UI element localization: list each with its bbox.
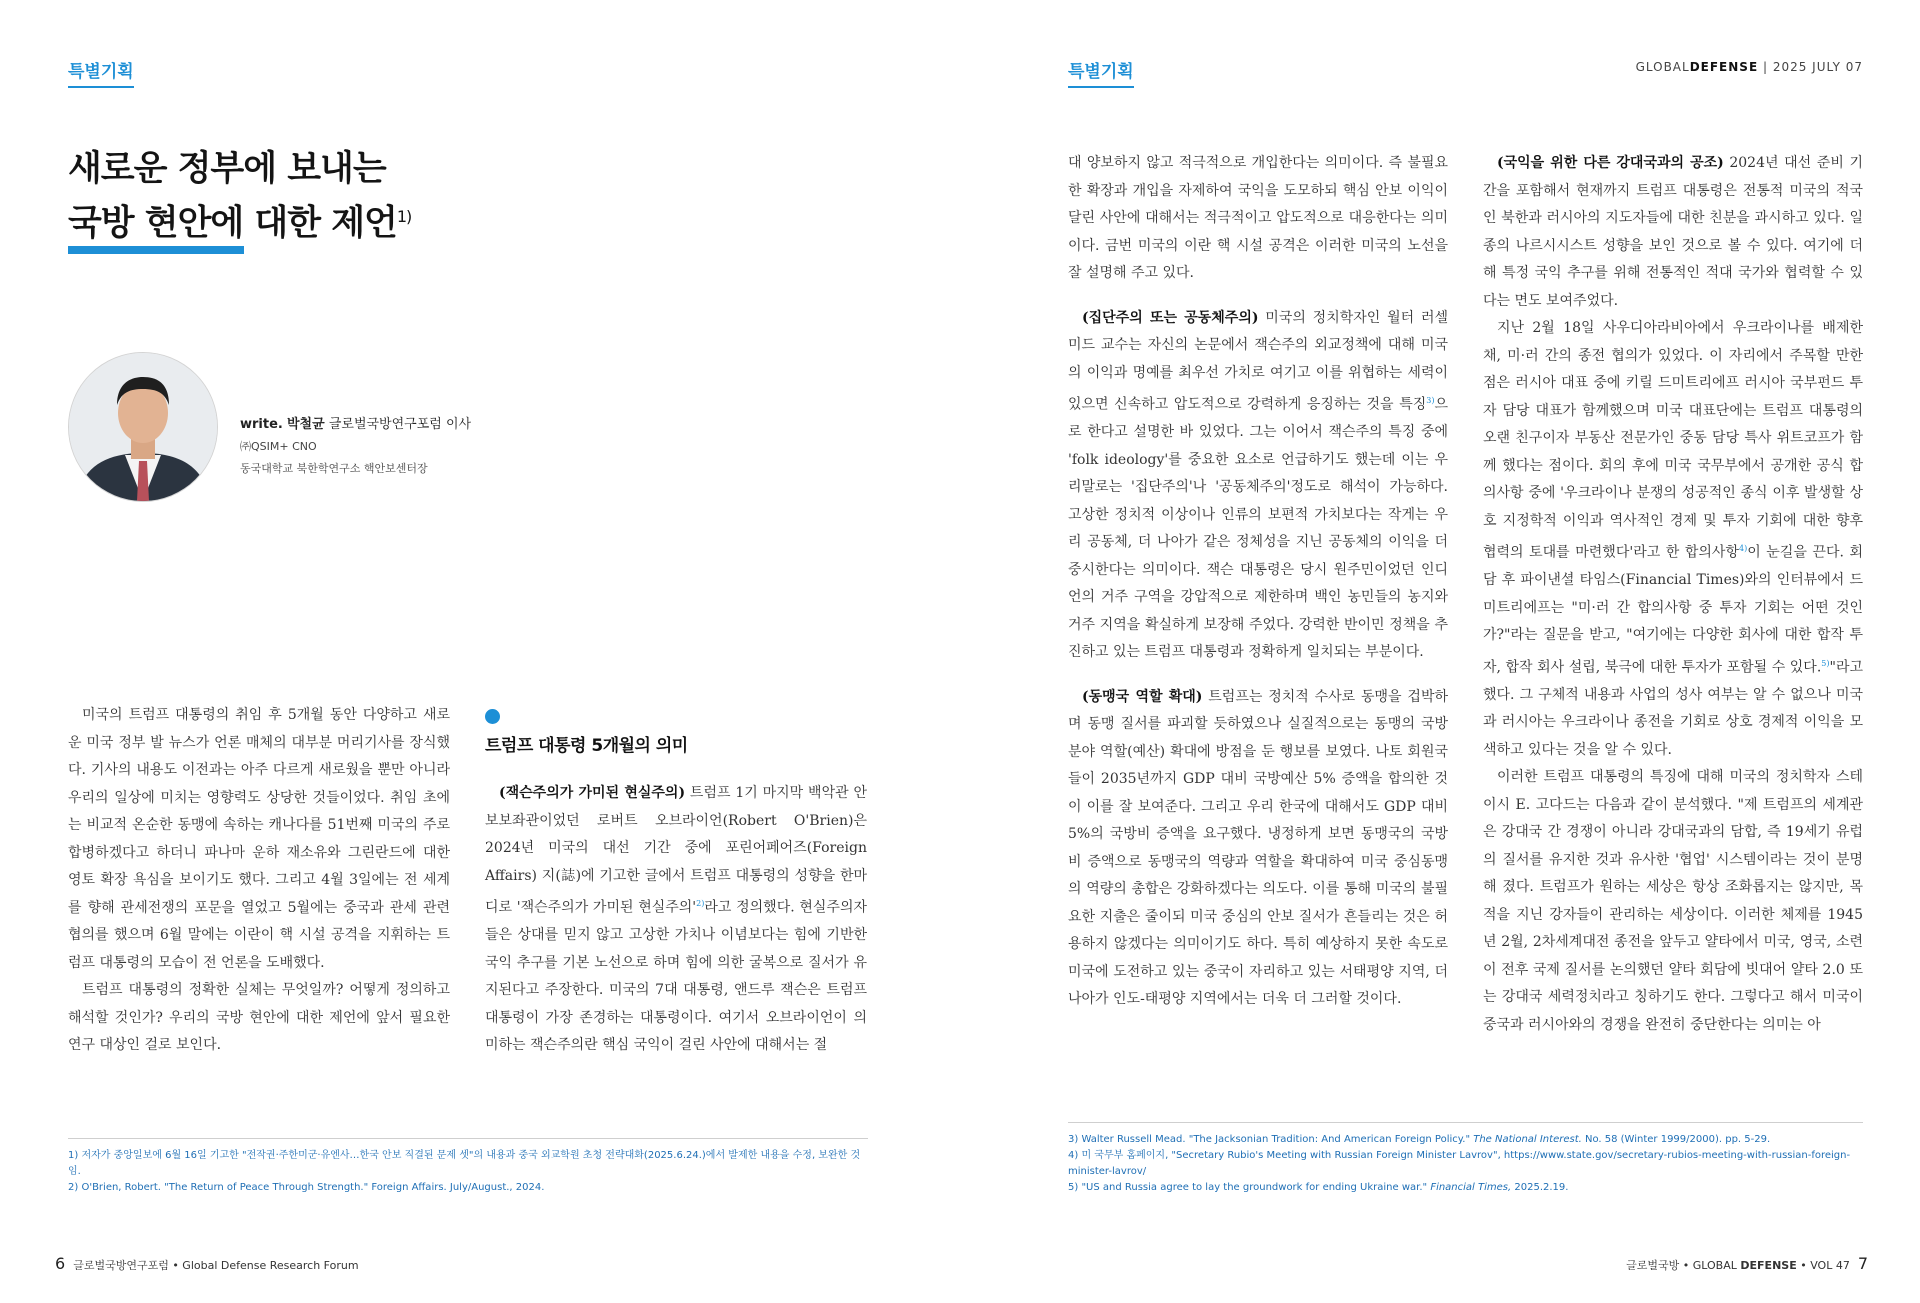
paragraph-text: 라고 정의했다. 현실주의자 들은 상대를 믿지 않고 고상한 가치나 이념보다는 힘에 기반한 국익 추구를 기본 노선으로 하며 힘에 의한 굴복으로 질서가 유지된다고 주장한다. 미국의 7대 대통령, 앤드루 잭슨은 트럼프 대통령이 가장 존경하는 대통령이다. 여기서 오브라이언이 의미하는 잭슨주의란 핵심 국익이 걸린 사안에 대해서는 절	[485, 899, 867, 1054]
paragraph-text: 2024년 대선 준비 기간을 포함해서 현재까지 트럼프 대통령은 전통적 미국의 적국인 북한과 러시아의 지도자들에 대한 친분을 과시하고 있다. 일종의 나르시시스트 성향을 보인 것으로 볼 수 있다. 여기에 더해 특정 국익 추구를 위해 전통적인 적대 국가와 협력할 수 있다는 면도 보여주었다.	[1483, 155, 1863, 309]
footnote-ref-2[interactable]: 2)	[696, 899, 705, 908]
paragraph-text: 미국의 정치학자인 월터 러셀 미드 교수는 자신의 논문에서 잭슨주의 외교정책에 대해 미국의 이익과 명예를 최우선 가치로 여기고 이를 위협하는 세력이 있으면 신속하고 압도적으로 강력하게 응징하는 것을 특징	[1068, 309, 1448, 413]
page-number-left: 6	[55, 1254, 66, 1273]
footnote-4: 4) 미 국무부 홈페이지, "Secretary Rubio's Meeting with Russian Foreign Minister Lavrov", https://www.state.gov/secretary-rubios-meeting-with-russian-foreign-minister-lavrov/	[1068, 1150, 1851, 1177]
header-brand-light: GLOBAL	[1635, 60, 1690, 74]
title-footnote-ref[interactable]: 1)	[396, 207, 412, 226]
paragraph-text: 트럼프는 정치적 수사로 동맹을 겁박하며 동맹 질서를 파괴할 듯하였으나 실질적으로는 동맹의 국방 분야 역할(예산) 확대에 방점을 둔 행보를 보였다. 나토 회원국들이 2035년까지 GDP 대비 국방예산 5% 증액을 합의한 것이 이를 잘 보여준다. 그리고 우리 한국에 대해서도 GDP 대비 5%의 국방비 증액을 요구했다. 냉정하게 보면 동맹국의 국방비 증액으로 동맹국의 역량과 역할을 확대하여 미국 중심동맹의 역량의 총합은 강화하겠다는 의도다. 이를 통해 미국의 불필요한 지출은 줄이되 미국 중심의 안보 질서가 흔들리는 것은 허용하지 않겠다는 의미이기도 하다. 특히 예상하지 못한 속도로 미국에 도전하고 있는 중국이 자리하고 있는 서태평양 지역, 더 나아가 인도-태평양 지역에서는 더욱 더 그러할 것이다.	[1068, 688, 1448, 1008]
paragraph-text: 트럼프 1기 마지막 백악관 안보보좌관이었던 로버트 오브라이언(Robert O'Brien)은 2024년 미국의 대선 기간 중에 포린어페어즈(Foreign Affairs) 지(誌)에 기고한 글에서 트럼프 대통령의 성향을 한마디로 '잭슨주의가 가미된 현실주의'	[485, 785, 867, 916]
footnote-divider-left	[68, 1138, 868, 1139]
footer-org-d: • VOL 47	[1796, 1259, 1850, 1272]
footnotes-left	[68, 1148, 868, 1196]
footnote-ref-4[interactable]: 4)	[1739, 544, 1748, 553]
footnote-text: 2025.2.19.	[1511, 1182, 1569, 1193]
footnote-text: 3) Walter Russell Mead. "The Jacksonian Tradition: And American Foreign Policy."	[1068, 1134, 1474, 1145]
paragraph-text: 이 눈길을 끈다. 회담 후 파이낸셜 타임스(Financial Times)와의 인터뷰에서 드미트리에프는 "미·러 간 합의사항 중 투자 기회는 어떤 것인가?"라는 질문을 받고, "여기에는 다양한 회사에 대한 합작 투자, 합작 회사 설립, 북극에 대한 투자가 포함될 수 있다.	[1483, 544, 1864, 676]
title-underline-bar	[68, 246, 244, 254]
page-number-right: 7	[1857, 1254, 1868, 1273]
footnote-text: No. 58 (Winter 1999/2000). pp. 5-29.	[1581, 1134, 1771, 1145]
footnote-3	[1068, 1132, 1863, 1148]
body-column-1	[68, 702, 450, 1060]
section-tag-left: 특별기획	[68, 57, 134, 88]
author-info	[240, 414, 471, 480]
paragraph-lead: (국익을 위한 다른 강대국과의 공조)	[1497, 155, 1724, 171]
title-line-1: 새로운 정부에 보내는	[68, 149, 386, 189]
paragraph: 미국의 트럼프 대통령의 취임 후 5개월 동안 다양하고 새로운 미국 정부 발 뉴스가 언론 매체의 대부분 머리기사를 장식했다. 기사의 내용도 이전과는 아주 다르게 새로웠을 뿐만 아니라 우리의 일상에 미치는 영향력도 상당한 것들이었다. 취임 초에는 비교적 온순한 동맹에 속하는 캐나다를 51번째 미국의 주로 합병하겠다고 하더니 파나마 운하 재소유와 그린란드에 대한 영토 확장 욕심을 보이기도 했다. 그리고 4월 3일에는 전 세계를 향해 관세전쟁의 포문을 열었고 5월에는 중국과 관세 관련 협의를 했으며 6월 말에는 이란이 핵 시설 공격을 지휘하는 트럼프 대통령의 모습이 전 언론을 도배했다.	[68, 707, 450, 971]
paragraph: 이러한 트럼프 대통령의 특징에 대해 미국의 정치학자 스테이시 E. 고다드는 다음과 같이 분석했다. "제 트럼프의 세계관은 강대국 간 경쟁이 아니라 강대국과의 담합, 즉 19세기 유럽의 질서를 유지한 것과 유사한 '협업' 시스템이라는 것이 분명해 졌다. 트럼프가 원하는 세상은 항상 조화롭지는 않지만, 목적을 지닌 강자들이 관리하는 세상이다. 이러한 체제를 1945년 2월, 2차세계대전 종전을 앞두고 얄타에서 미국, 영국, 소련이 전후 국제 질서를 논의했던 얄타 회담에 빗대어 얄타 2.0 또는 강대국 세력정치라고 칭하기도 한다. 그렇다고 해서 미국이 중국과 러시아와의 경쟁을 완전히 중단한다는 의미는 아	[1483, 769, 1863, 1033]
header-issue: | 2025 JULY 07	[1758, 60, 1863, 74]
author-name: 박철균	[287, 417, 325, 432]
paragraph: 대 양보하지 않고 적극적으로 개입한다는 의미이다. 즉 불필요한 확장과 개입을 자제하여 국익을 도모하되 핵심 안보 이익이 달린 사안에 대해서는 적극적이고 압도적으로 대응한다는 의미이다. 금번 미국의 이란 핵 시설 공격은 이러한 미국의 노선을 잘 설명해 주고 있다.	[1068, 155, 1448, 281]
paragraph-lead: (잭슨주의가 가미된 현실주의)	[499, 785, 686, 801]
footer-left	[55, 1254, 359, 1273]
footer-org-a: 글로벌국방	[1626, 1259, 1680, 1272]
header-brand-bold: DEFENSE	[1689, 60, 1759, 74]
body-column-2	[485, 780, 867, 1060]
paragraph	[1483, 150, 1863, 315]
magazine-header	[1636, 60, 1863, 74]
footnote-ref-5[interactable]: 5)	[1821, 658, 1830, 668]
paragraph-text: 지난 2월 18일 사우디아라비아에서 우크라이나를 배제한 채, 미·러 간의 종전 협의가 있었다. 이 자리에서 주목할 만한 점은 러시아 대표 중에 키릴 드미트리에프 러시아 국부펀드 투자 담당 대표가 함께했으며 미국 대표단에는 트럼프 대통령의 오랜 친구이자 부동산 전문가인 중동 담당 특사 위트코프가 함께 했다는 점이다. 회의 후에 미국 국무부에서 공개한 공식 합의사항 중에 '우크라이나 분쟁의 성공적인 종식 이후 발생할 상호 지정학적 이익과 역사적인 경제 및 투자 기회에 대한 향후 협력의 토대를 마련했다'라고 한 합의사항	[1483, 320, 1863, 561]
paragraph	[485, 780, 867, 1060]
footer-right	[1626, 1254, 1868, 1273]
article-title	[68, 145, 668, 248]
write-label: write.	[240, 417, 283, 432]
section-tag-right: 특별기획	[1068, 57, 1134, 88]
footnotes-right	[1068, 1132, 1863, 1196]
author-position-2: 동국대학교 북한학연구소 핵안보센터장	[240, 462, 428, 475]
portrait-illustration	[69, 353, 217, 501]
footnote-journal: Financial Times,	[1430, 1182, 1512, 1193]
footnote-text: 5) "US and Russia agree to lay the groundwork for ending Ukraine war."	[1068, 1182, 1431, 1193]
footnote-1: 1) 저자가 중앙일보에 6월 16일 기고한 "전작권·주한미군·유엔사…한국 안보 직결된 문제 셋"의 내용과 중국 외교학원 초청 전략대화(2025.6.24.)에서 발제한 내용을 수정, 보완한 것임.	[68, 1150, 861, 1177]
paragraph	[1068, 305, 1448, 667]
footnote-divider-right	[1068, 1122, 1863, 1123]
paragraph-text: "라고 했다. 그 구체적 내용과 사업의 성사 여부는 알 수 없으나 미국과 러시아는 우크라이나 종전을 기회로 상호 경제적 이익을 모색하고 있다는 것을 알 수 있다.	[1483, 659, 1863, 758]
footnote-5	[1068, 1180, 1863, 1196]
author-position-1: ㈜QSIM+ CNO	[240, 440, 317, 453]
author-byline	[240, 414, 471, 436]
paragraph-lead: (집단주의 또는 공동체주의)	[1082, 309, 1259, 326]
author-affiliation: 글로벌국방연구포럼 이사	[328, 417, 472, 432]
footer-org-b: • GLOBAL	[1679, 1259, 1741, 1272]
footer-org-left: 글로벌국방연구포럼 • Global Defense Research Forum	[73, 1259, 359, 1272]
footnote-ref-3[interactable]: 3)	[1426, 396, 1435, 405]
section-bullet-icon	[485, 709, 500, 724]
section-heading: 트럼프 대통령 5개월의 의미	[485, 736, 688, 756]
paragraph-lead: (동맹국 역할 확대)	[1082, 688, 1203, 705]
paragraph: 트럼프 대통령의 정확한 실체는 무엇일까? 어떻게 정의하고 해석할 것인가? 우리의 국방 현안에 대한 제언에 앞서 필요한 연구 대상인 걸로 보인다.	[68, 982, 450, 1053]
body-column-3	[1068, 150, 1448, 1014]
title-line-2: 국방 현안에 대한 제언	[68, 203, 397, 244]
paragraph-text: 으로 한다고 설명한 바 있었다. 그는 이어서 잭슨주의 특징 중에 'folk ideology'를 중요한 요소로 언급하기도 했는데 이는 우리말로는 '집단주의'나 '공동체주의'정도로 해석이 가능하다. 고상한 정치적 이상이나 인류의 보편적 가치보다는 작게는 우리 공동체, 더 나아가 같은 정체성을 지닌 공동체의 이익을 더 중시한다는 의미이다. 잭슨 대통령은 당시 원주민이었던 인디언의 거주 구역을 강압적으로 제한하며 백인 농민들의 농지와 거주 지역을 확실하게 보장해 주었다. 강력한 반이민 정책을 추진하고 있는 트럼프 대통령과 정확하게 일치되는 부분이다.	[1068, 396, 1448, 661]
footnote-journal: The National Interest.	[1473, 1134, 1582, 1145]
author-portrait	[68, 352, 218, 502]
paragraph	[1068, 684, 1448, 1014]
body-column-4	[1483, 150, 1863, 1039]
footer-org-c: DEFENSE	[1740, 1259, 1797, 1272]
paragraph	[1483, 315, 1863, 764]
footnote-2: 2) O'Brien, Robert. "The Return of Peace Through Strength." Foreign Affairs. July/August., 2024.	[68, 1182, 545, 1193]
